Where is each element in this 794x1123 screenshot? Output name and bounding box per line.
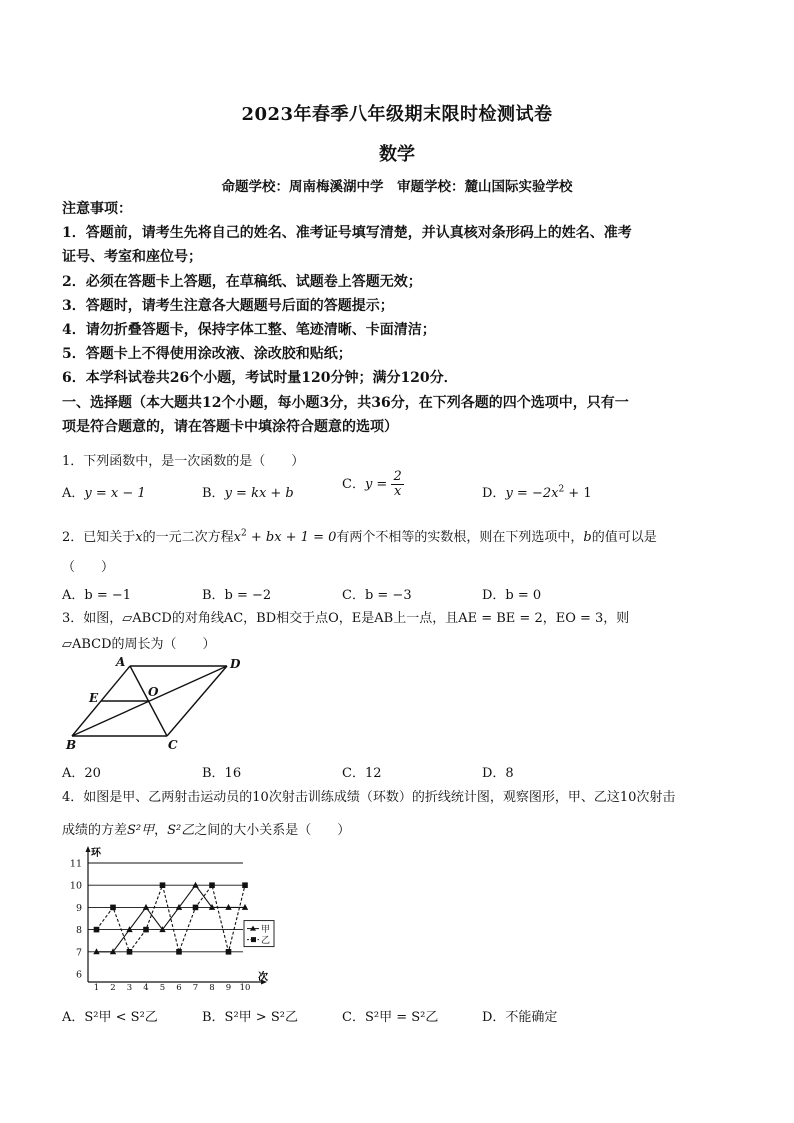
- label-d: D: [230, 657, 241, 671]
- shooting-line-chart: [58, 843, 288, 993]
- x-tick-label: 8: [209, 983, 215, 993]
- exponent: 2: [240, 528, 247, 539]
- q1-stem: 1．下列函数中，是一次函数的是（ ）: [62, 454, 305, 469]
- exam-title: 2023年春季八年级期末限时检测试卷: [241, 104, 553, 125]
- notes-block: [62, 197, 742, 439]
- point-乙: [242, 882, 248, 888]
- q3-options: [62, 762, 742, 782]
- y-axis-arrow: [86, 846, 91, 852]
- q1-option-c: [342, 470, 404, 499]
- q4-text: 成绩的方差: [62, 823, 128, 838]
- section-heading-line1: 一、选择题（本大题共12个小题，每小题3分，共36分，在下列各题的四个选项中，只有一: [62, 394, 629, 411]
- edge-cd: [167, 666, 227, 736]
- point-乙: [160, 882, 166, 888]
- label-b: B: [66, 738, 77, 752]
- q1-option-a: [62, 482, 146, 501]
- subject-title: 数学: [379, 144, 415, 165]
- q3-stem-line2: ▱ABCD的周长为（ ）: [62, 637, 216, 652]
- label-c: C: [168, 738, 178, 752]
- point-乙: [209, 882, 215, 888]
- q3-option-c: C．12: [342, 766, 382, 781]
- q4-options: [62, 1006, 742, 1026]
- q3-option-b: B．16: [202, 766, 242, 781]
- note-line: 5．答题卡上不得使用涂改液、涂改胶和贴纸；: [62, 346, 352, 363]
- option-expr: y = −2x: [505, 486, 559, 501]
- option-letter: C．: [342, 477, 365, 492]
- q4-option-c: C．S²甲 = S²乙: [342, 1010, 439, 1025]
- note-line: 证号、考室和座位号；: [62, 249, 202, 266]
- x-tick-label: 7: [192, 983, 199, 993]
- q2-text: 有两个不相等的实数根，则在下列选项中，: [336, 530, 584, 545]
- q4-sep: ，: [154, 823, 168, 838]
- point-乙: [94, 927, 100, 933]
- denominator: x: [393, 484, 402, 499]
- point-乙: [143, 927, 149, 933]
- q3-option-d: D．8: [482, 766, 514, 781]
- option-expr: y = kx + b: [224, 486, 294, 501]
- x-tick-label: 4: [143, 983, 149, 993]
- exponent: 2: [558, 484, 565, 495]
- q1-options: [62, 469, 742, 502]
- label-o: O: [148, 685, 159, 699]
- x-axis-label: 次: [258, 972, 268, 983]
- option-expr: y = x − 1: [84, 486, 146, 501]
- parallelogram-figure: [62, 652, 252, 752]
- option-expr: y =: [364, 477, 388, 492]
- x-tick-label: 1: [93, 983, 100, 993]
- x-tick-label: 10: [239, 983, 251, 993]
- x-tick-label: 2: [110, 983, 116, 993]
- q2-stem: [62, 526, 657, 545]
- y-tick-label: 6: [75, 969, 82, 981]
- x-tick-label: 9: [225, 983, 232, 993]
- q1-option-d: [482, 482, 592, 501]
- y-tick-label: 11: [69, 858, 82, 870]
- note-line: 3．答题时，请考生注意各大题题号后面的答题提示；: [62, 297, 394, 314]
- q4-stem-line2: [62, 819, 350, 838]
- x-tick-label: 3: [126, 983, 133, 993]
- q4-stem-line1: 4．如图是甲、乙两射击运动员的10次射击训练成绩（环数）的折线统计图，观察图形，甲、乙这10次射击: [62, 790, 676, 805]
- q2-option-b: B．b = −2: [202, 588, 272, 603]
- label-e: E: [89, 691, 99, 705]
- y-tick-label: 10: [69, 880, 82, 892]
- y-axis-label: 环: [91, 848, 101, 859]
- x-tick-label: 5: [159, 983, 166, 993]
- point-甲: [192, 882, 198, 888]
- point-乙: [193, 905, 199, 911]
- option-expr-tail: + 1: [564, 486, 592, 501]
- label-a: A: [116, 655, 126, 669]
- q4-option-a: A．S²甲 < S²乙: [62, 1010, 158, 1025]
- q3-stem-line1: 3．如图，▱ABCD的对角线AC，BD相交于点O，E是AB上一点，且AE = BE = 2，EO = 3，则: [62, 611, 630, 626]
- q2-option-d: D．b = 0: [482, 588, 542, 603]
- y-tick-label: 9: [75, 902, 82, 914]
- option-letter: A．: [62, 486, 85, 501]
- legend-label: 乙: [261, 936, 271, 947]
- point-乙: [176, 949, 182, 955]
- note-line: 1．答题前，请考生先将自己的姓名、准考证号填写清楚，并认真核对条形码上的姓名、准考: [62, 225, 632, 242]
- q2-options: [62, 584, 742, 604]
- section-heading-line2: 项是符合题意的，请在答题卡中填涂符合题意的选项）: [62, 418, 398, 435]
- var-x: x: [135, 530, 143, 545]
- q2-option-c: C．b = −3: [342, 588, 412, 603]
- q2-option-a: A．b = −1: [62, 588, 132, 603]
- school-info: 命题学校：周南梅溪湖中学 审题学校：麓山国际实验学校: [221, 179, 573, 195]
- variance-jia: S²甲: [127, 823, 155, 838]
- q2-text: 的一元二次方程: [142, 530, 234, 545]
- legend-marker: [251, 937, 256, 942]
- q3-option-a: A．20: [62, 766, 101, 781]
- numerator: 2: [393, 469, 402, 484]
- eq-rest: + bx + 1 = 0: [246, 530, 337, 545]
- note-line: 2．必须在答题卡上答题，在草稿纸、试题卷上答题无效；: [62, 273, 422, 290]
- q4-text: 之间的大小关系是（ ）: [194, 823, 351, 838]
- q4-option-d: D．不能确定: [482, 1010, 558, 1025]
- option-letter: B．: [202, 486, 225, 501]
- point-乙: [127, 949, 133, 955]
- x-tick-label: 6: [176, 983, 182, 993]
- q2-text: 2．已知关于: [62, 530, 136, 545]
- q2-text: 的值可以是: [591, 530, 657, 545]
- point-乙: [226, 949, 232, 955]
- point-甲: [143, 904, 149, 910]
- note-line: 6．本学科试卷共26个小题，考试时量120分钟；满分120分．: [62, 370, 458, 387]
- y-tick-label: 7: [75, 947, 82, 959]
- q4-option-b: B．S²甲 > S²乙: [202, 1010, 298, 1025]
- point-乙: [110, 905, 116, 911]
- variance-yi: S²乙: [167, 823, 195, 838]
- notes-heading: 注意事项：: [62, 201, 132, 217]
- option-letter: D．: [482, 486, 506, 501]
- var-b: b: [583, 530, 592, 545]
- q1-option-b: [202, 482, 294, 501]
- series-line-甲: [97, 885, 246, 952]
- note-line: 4．请勿折叠答题卡，保持字体工整、笔迹清晰、卡面清洁；: [62, 321, 436, 338]
- legend-label: 甲: [261, 925, 271, 936]
- q2-paren: （ ）: [62, 560, 115, 575]
- y-tick-label: 8: [75, 925, 82, 937]
- eq-x: x: [233, 530, 241, 545]
- fraction: [391, 470, 403, 499]
